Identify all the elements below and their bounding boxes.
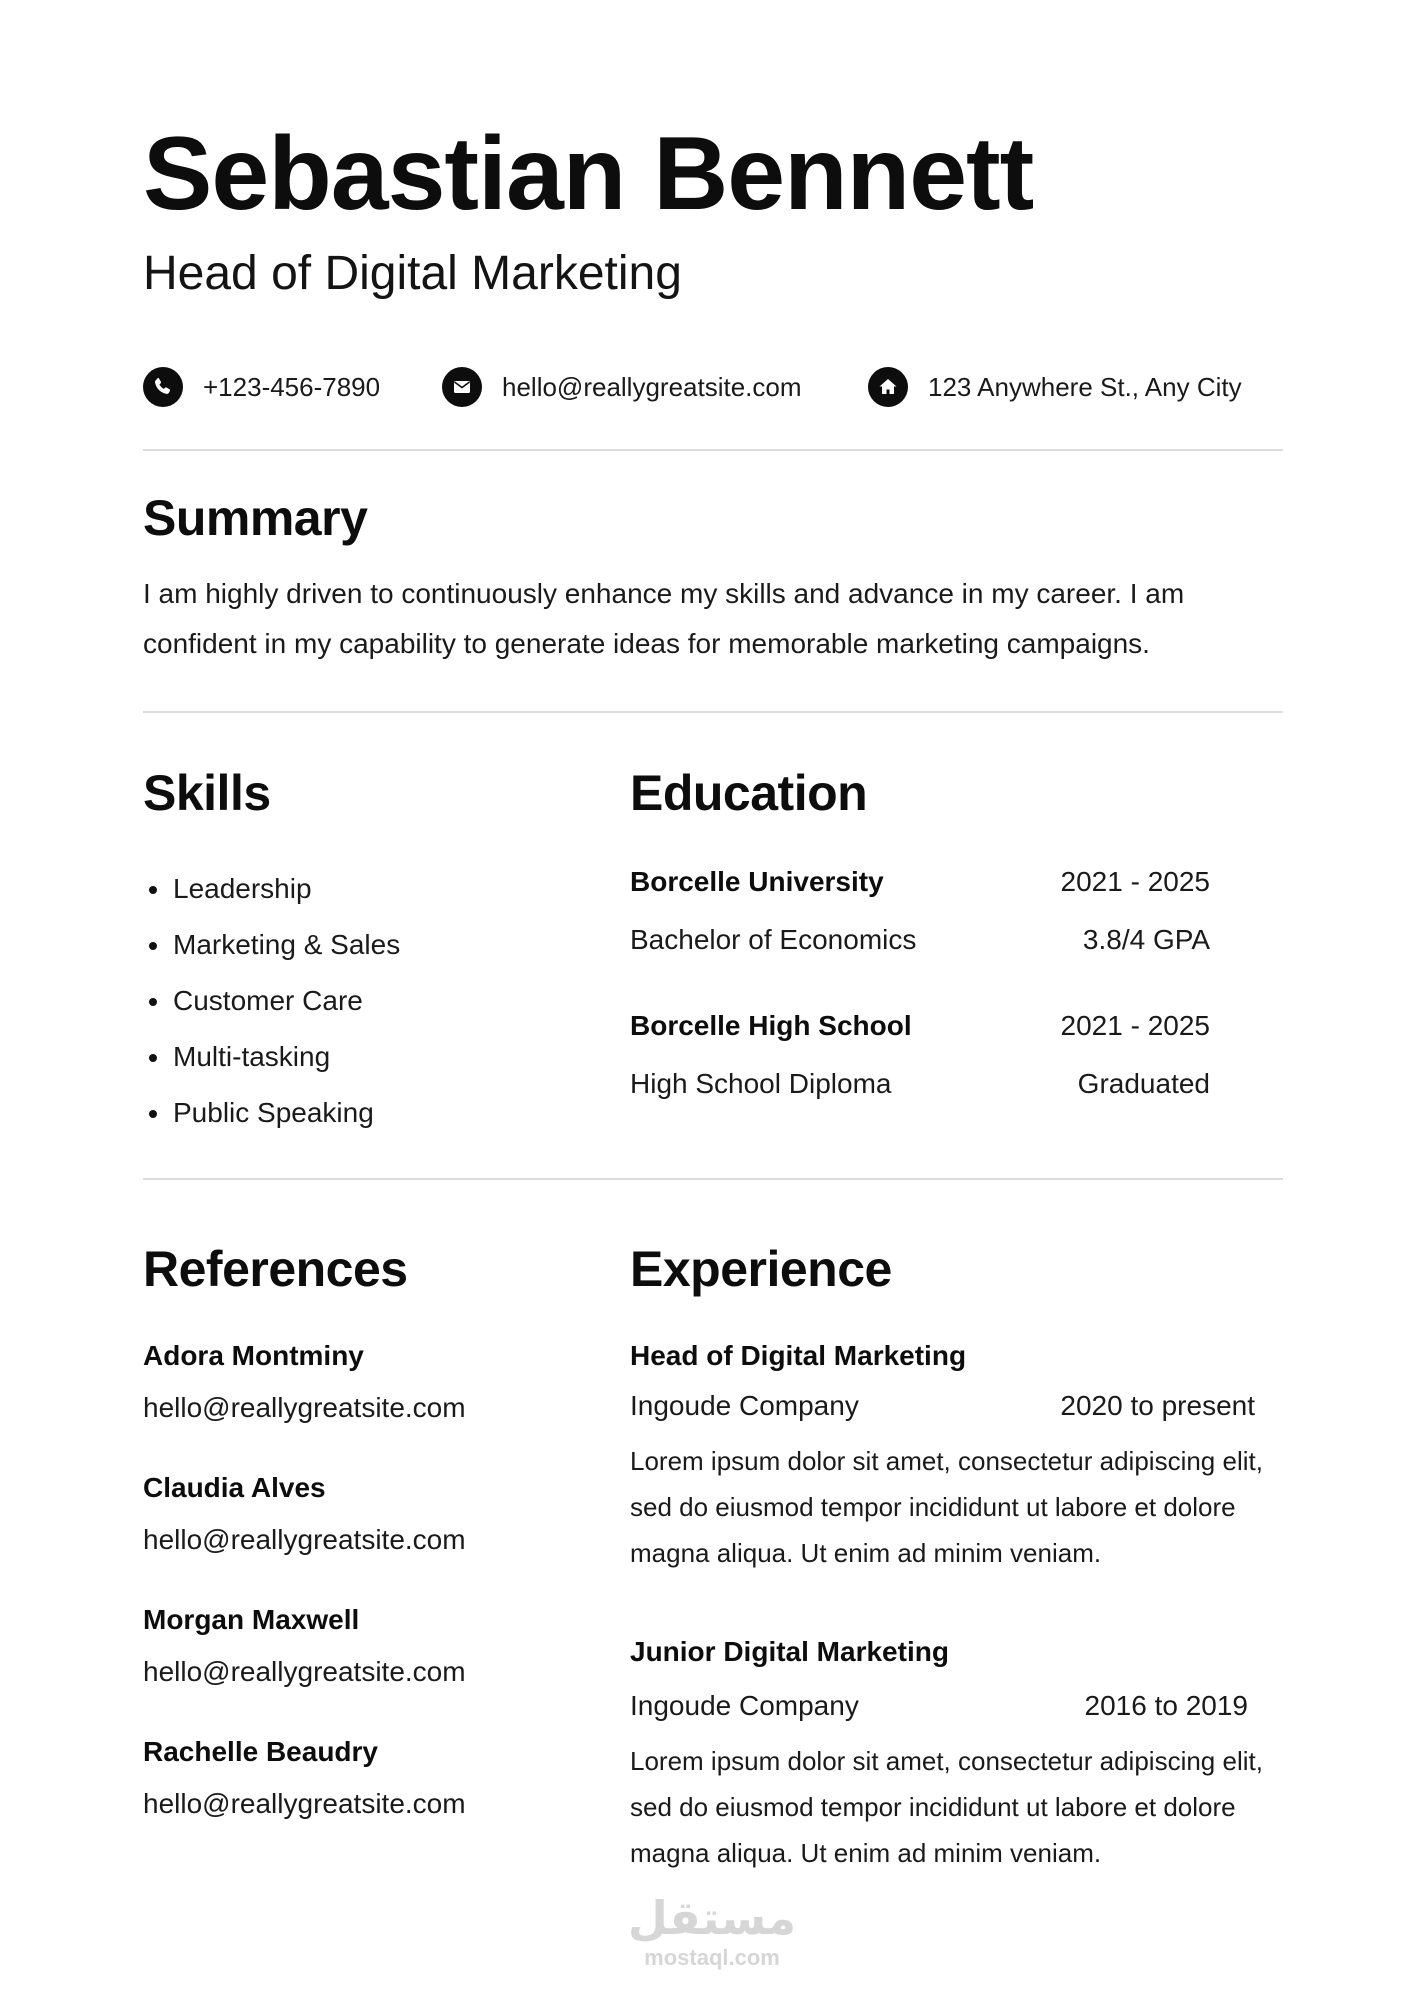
references-heading: References xyxy=(143,1241,408,1297)
education-entry xyxy=(630,866,1230,960)
degree-name: Bachelor of Economics xyxy=(630,924,917,955)
reference-name: Rachelle Beaudry xyxy=(143,1736,378,1767)
education-years: 2021 - 2025 xyxy=(1060,1010,1210,1041)
watermark-arabic: مستقل xyxy=(627,1891,797,1945)
skill-item: Public Speaking xyxy=(143,1085,400,1141)
education-result: Graduated xyxy=(1077,1068,1210,1099)
watermark-latin: mostaql.com xyxy=(644,1945,780,1970)
watermark xyxy=(622,1891,802,1971)
mail-icon xyxy=(442,367,482,407)
contact-address xyxy=(868,365,1242,409)
candidate-title: Head of Digital Marketing xyxy=(143,247,682,300)
contact-email xyxy=(442,365,802,409)
divider xyxy=(143,711,1283,713)
experience-entry xyxy=(630,1634,1263,1876)
skills-list xyxy=(143,861,400,1141)
company-name: Ingoude Company xyxy=(630,1390,859,1421)
reference-email: hello@reallygreatsite.com xyxy=(143,1392,466,1423)
home-icon xyxy=(868,367,908,407)
contact-phone xyxy=(143,365,380,409)
email-address: hello@reallygreatsite.com xyxy=(502,371,802,402)
summary-text: I am highly driven to continuously enhance my skills and advance in my career. I am confident in my capability to generate ideas for memorable marketing campaigns. xyxy=(143,578,1185,659)
education-entry xyxy=(630,1010,1230,1104)
summary-heading: Summary xyxy=(143,490,368,546)
contact-row xyxy=(143,365,1283,409)
candidate-name: Sebastian Bennett xyxy=(143,116,1034,232)
degree-name: High School Diploma xyxy=(630,1068,892,1099)
reference-name: Adora Montminy xyxy=(143,1340,364,1371)
divider xyxy=(143,1178,1283,1180)
job-role: Junior Digital Marketing xyxy=(630,1636,949,1667)
phone-number: +123-456-7890 xyxy=(203,371,381,402)
street-address: 123 Anywhere St., Any City xyxy=(928,371,1242,402)
reference-email: hello@reallygreatsite.com xyxy=(143,1656,466,1687)
skill-item: Marketing & Sales xyxy=(143,917,400,973)
reference-email: hello@reallygreatsite.com xyxy=(143,1788,466,1819)
education-years: 2021 - 2025 xyxy=(1060,866,1210,897)
reference-entry xyxy=(143,1470,466,1558)
skill-item: Multi-tasking xyxy=(143,1029,400,1085)
job-period: 2016 to 2019 xyxy=(1084,1690,1248,1721)
reference-name: Morgan Maxwell xyxy=(143,1604,360,1635)
education-result: 3.8/4 GPA xyxy=(1082,924,1210,955)
reference-entry xyxy=(143,1602,466,1690)
job-description: Lorem ipsum dolor sit amet, consectetur adipiscing elit, sed do eiusmod tempor incididunt ut labore et dolore magna aliqua. Ut enim ad minim veniam. xyxy=(630,1746,1263,1868)
reference-name: Claudia Alves xyxy=(143,1472,326,1503)
job-role: Head of Digital Marketing xyxy=(630,1340,967,1371)
education-heading: Education xyxy=(630,765,868,821)
skills-heading: Skills xyxy=(143,765,271,821)
experience-entry xyxy=(630,1338,1263,1576)
reference-entry xyxy=(143,1734,466,1822)
company-name: Ingoude Company xyxy=(630,1690,859,1721)
phone-icon xyxy=(143,367,183,407)
job-description: Lorem ipsum dolor sit amet, consectetur adipiscing elit, sed do eiusmod tempor incididunt ut labore et dolore magna aliqua. Ut enim ad minim veniam. xyxy=(630,1446,1263,1568)
school-name: Borcelle High School xyxy=(630,1010,912,1041)
skill-item: Customer Care xyxy=(143,973,400,1029)
school-name: Borcelle University xyxy=(630,866,884,897)
experience-heading: Experience xyxy=(630,1241,892,1297)
reference-email: hello@reallygreatsite.com xyxy=(143,1524,466,1555)
reference-entry xyxy=(143,1338,466,1426)
skill-item: Leadership xyxy=(143,861,400,917)
divider xyxy=(143,449,1283,451)
job-period: 2020 to present xyxy=(1060,1390,1255,1421)
